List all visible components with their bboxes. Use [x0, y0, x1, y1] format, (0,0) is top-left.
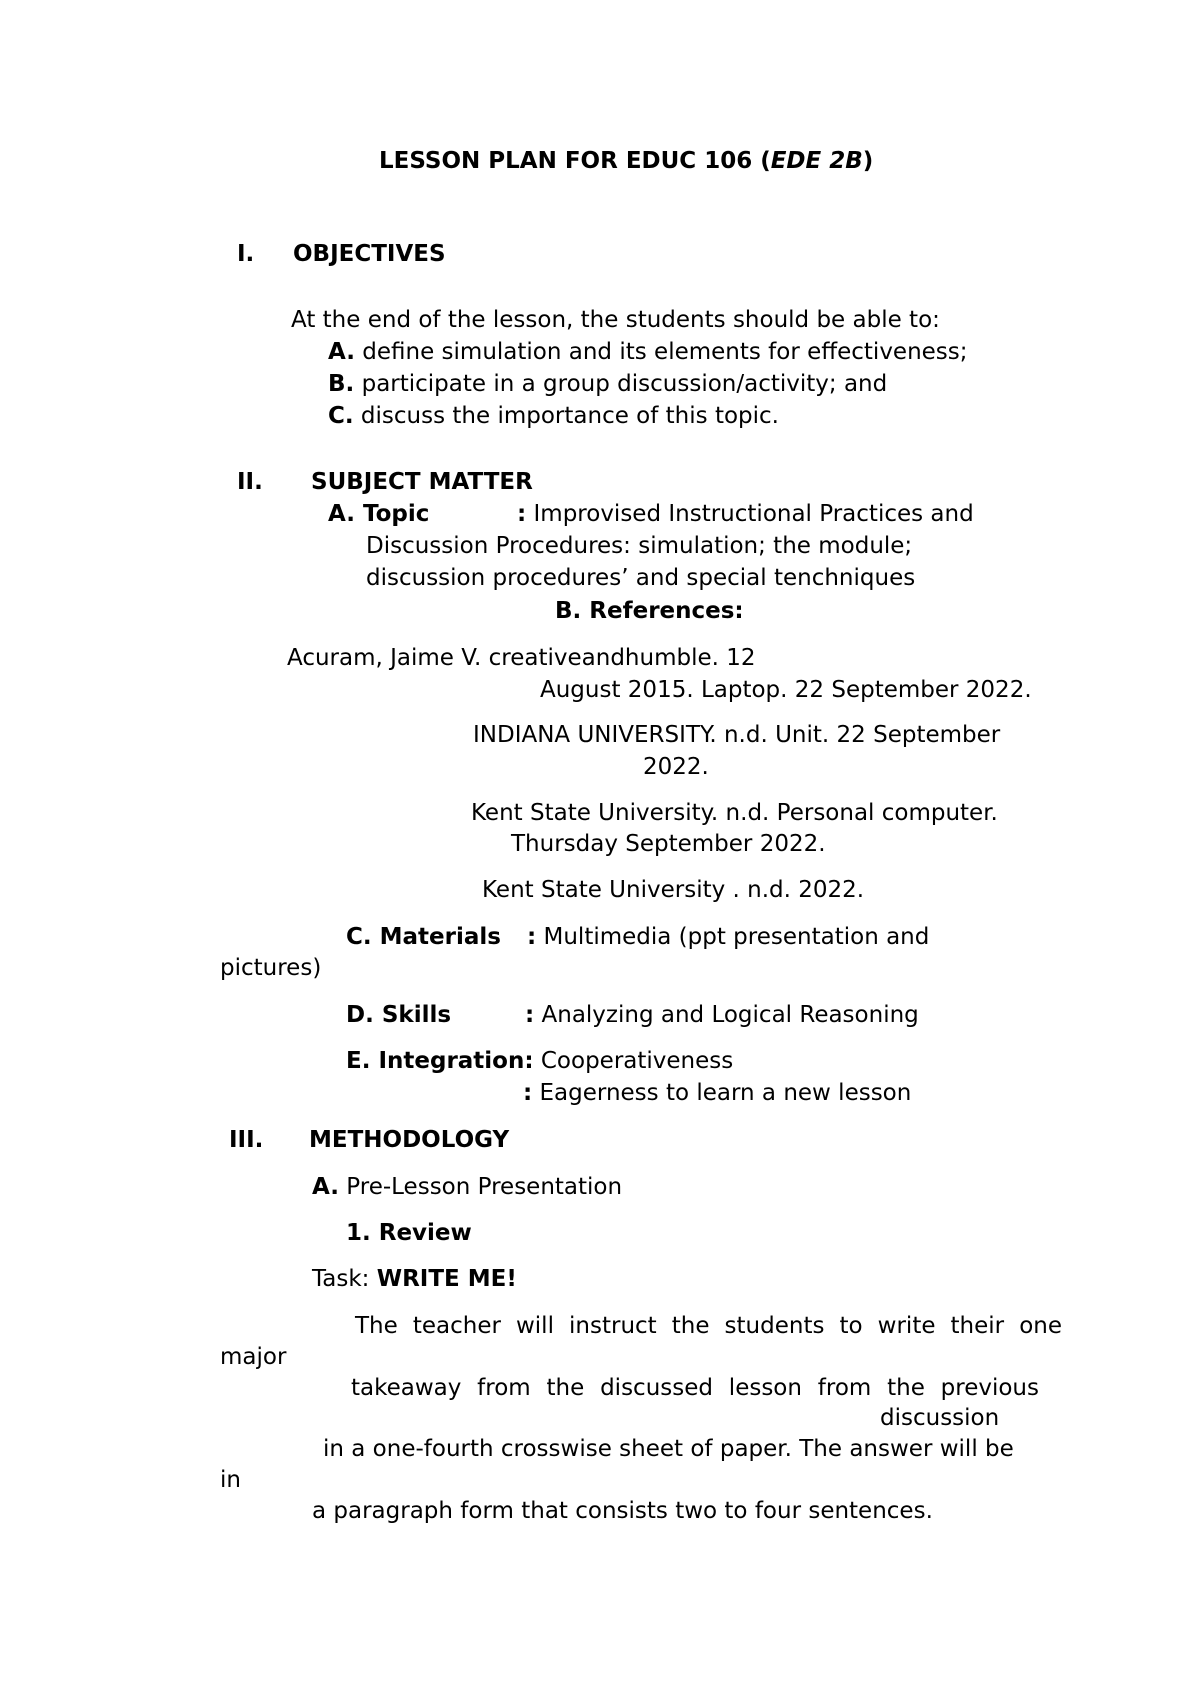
section-numeral-methodology: III.: [229, 1127, 264, 1153]
review-heading: 1. Review: [346, 1220, 472, 1246]
references-label: B. References:: [555, 598, 744, 624]
paragraph-line-2: major: [220, 1344, 287, 1370]
objective-item-a: A. define simulation and its elements for effectiveness;: [328, 339, 968, 365]
page-title: LESSON PLAN FOR EDUC 106 (EDE 2B): [379, 148, 874, 174]
materials-wrap: pictures): [220, 955, 322, 981]
reference-line-4: 2022.: [643, 754, 709, 780]
section-heading-subject-matter: SUBJECT MATTER: [311, 469, 533, 495]
reference-line-2: August 2015. Laptop. 22 September 2022.: [540, 677, 1032, 703]
topic-label: A. Topic: [328, 501, 430, 527]
materials-label: C. Materials: [346, 924, 501, 950]
reference-line-7: Kent State University . n.d. 2022.: [482, 877, 865, 903]
reference-line-1: Acuram, Jaime V. creativeandhumble. 12: [287, 645, 756, 671]
paragraph-line-5: in a one-fourth crosswise sheet of paper. The answer will be: [323, 1436, 1014, 1462]
section-numeral-subject-matter: II.: [237, 469, 263, 495]
reference-line-5: Kent State University. n.d. Personal computer.: [471, 800, 998, 826]
topic-line-1: : Improvised Instructional Practices and: [517, 501, 974, 527]
pre-lesson-heading: A. Pre-Lesson Presentation: [312, 1174, 623, 1200]
paragraph-line-4: discussion: [880, 1405, 1000, 1431]
paragraph-line-3: takeaway from the discussed lesson from the previous: [351, 1375, 1039, 1401]
paragraph-line-1: The teacher will instruct the students to write their one: [355, 1313, 1062, 1339]
task-line: Task: WRITE ME!: [312, 1266, 517, 1292]
section-heading-methodology: METHODOLOGY: [309, 1127, 510, 1153]
skills-value: : Analyzing and Logical Reasoning: [525, 1002, 919, 1028]
objective-item-b: B. participate in a group discussion/activity; and: [328, 371, 888, 397]
section-numeral-objectives: I.: [237, 241, 255, 267]
topic-line-3: discussion procedures’ and special tenchniques: [366, 565, 916, 591]
paragraph-line-7: a paragraph form that consists two to four sentences.: [312, 1498, 933, 1524]
reference-line-6: Thursday September 2022.: [511, 831, 826, 857]
reference-line-3: INDIANA UNIVERSITY. n.d. Unit. 22 September: [473, 722, 1001, 748]
objectives-intro: At the end of the lesson, the students should be able to:: [291, 307, 940, 333]
integration-line-1: E. Integration: Cooperativeness: [346, 1048, 734, 1074]
skills-label: D. Skills: [346, 1002, 452, 1028]
section-heading-objectives: OBJECTIVES: [293, 241, 446, 267]
objective-item-c: C. discuss the importance of this topic.: [328, 403, 779, 429]
paragraph-line-6: in: [220, 1467, 241, 1493]
materials-value: : Multimedia (ppt presentation and: [527, 924, 930, 950]
integration-line-2: : Eagerness to learn a new lesson: [523, 1080, 912, 1106]
topic-line-2: Discussion Procedures: simulation; the module;: [366, 533, 913, 559]
